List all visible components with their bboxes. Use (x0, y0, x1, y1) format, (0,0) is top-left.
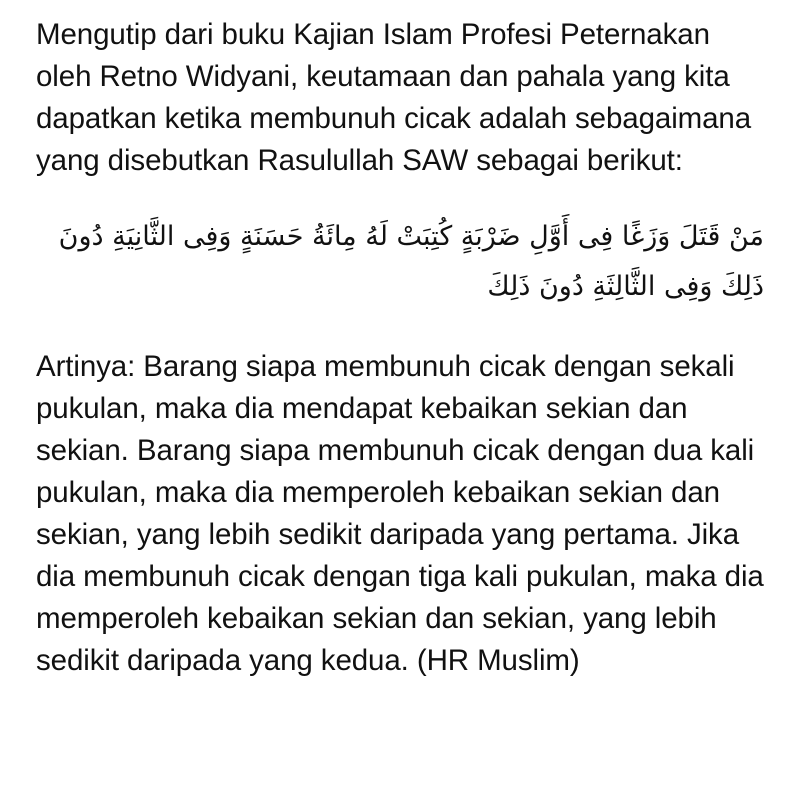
hadith-arabic-text: مَنْ قَتَلَ وَزَغًا فِى أَوَّلِ ضَرْبَةٍ كُتِبَتْ لَهُ مِائَةُ حَسَنَةٍ وَفِى الثَّانِيَةِ دُونَ ذَلِكَ وَفِى الثَّالِثَةِ دُونَ ذَلِكَ (58, 221, 764, 302)
article-body (36, 14, 766, 682)
translation-paragraph: Artinya: Barang siapa membunuh cicak dengan sekali pukulan, maka dia mendapat kebaikan sekian dan sekian. Barang siapa membunuh cicak dengan dua kali pukulan, maka dia memperoleh kebaikan sekian dan sekian, yang lebih sedikit daripada yang pertama. Jika dia membunuh cicak dengan tiga kali pukulan, maka dia memperoleh kebaikan sekian dan sekian, yang lebih sedikit daripada yang kedua. (HR Muslim) (36, 350, 764, 677)
intro-paragraph: Mengutip dari buku Kajian Islam Profesi Peternakan oleh Retno Widyani, keutamaan dan pahala yang kita dapatkan ketika membunuh cicak adalah sebagaimana yang disebutkan Rasulullah SAW sebagai berikut: (36, 18, 752, 177)
